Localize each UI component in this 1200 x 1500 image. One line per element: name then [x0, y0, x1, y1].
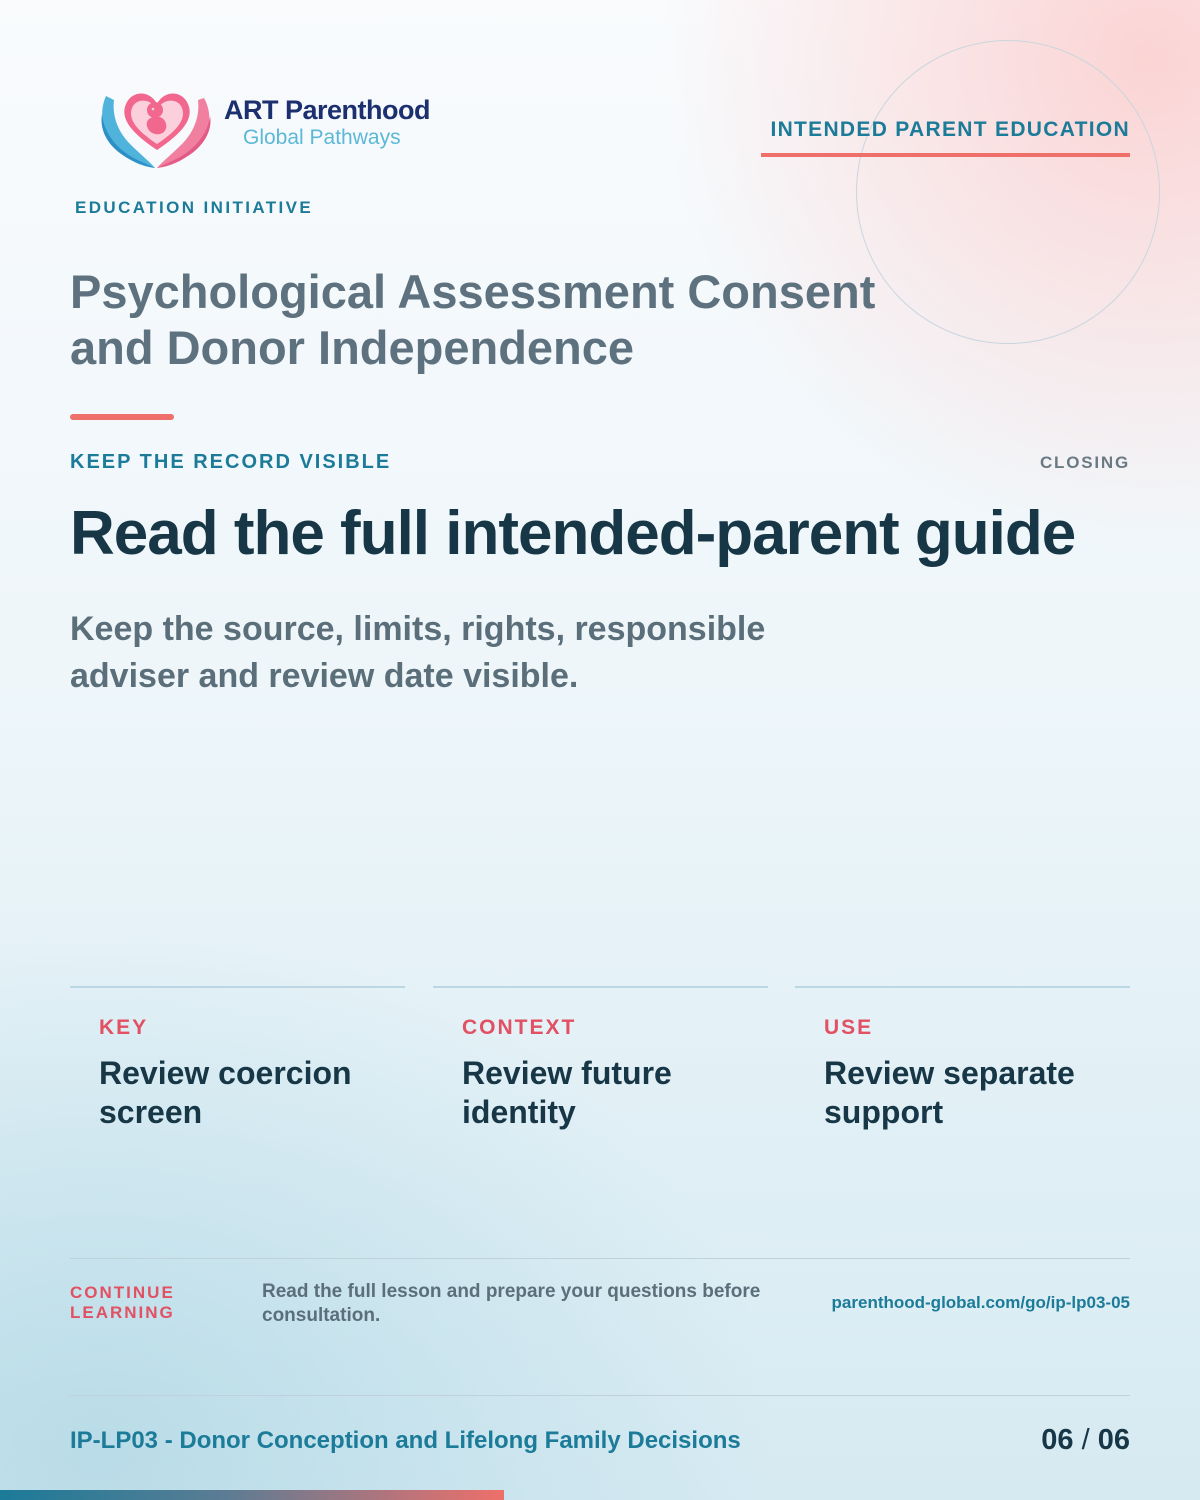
course-title: IP-LP03 - Donor Conception and Lifelong Family Decisions — [70, 1427, 741, 1454]
card-context — [433, 986, 768, 1166]
lesson-link[interactable]: parenthood-global.com/go/ip-lp03-05 — [831, 1293, 1130, 1312]
total-pages: 06 — [1097, 1424, 1130, 1456]
continue-learning-text: Read the full lesson and prepare your questions before consultation. — [262, 1281, 761, 1326]
initiative-label: EDUCATION INITIATIVE — [75, 198, 314, 217]
accent-divider — [70, 414, 174, 420]
card-label: USE — [824, 1016, 874, 1039]
brand-name: ART Parenthood — [224, 95, 430, 125]
brand-subtitle: Global Pathways — [243, 126, 401, 149]
card-use — [795, 986, 1130, 1166]
section-kicker: KEEP THE RECORD VISIBLE — [70, 451, 392, 473]
page-number — [1041, 1424, 1130, 1457]
audience-tag: INTENDED PARENT EDUCATION — [770, 118, 1130, 141]
continue-learning-label: CONTINUE LEARNING — [70, 1283, 175, 1322]
brand-logo — [100, 74, 440, 174]
footer-divider — [70, 1395, 1130, 1396]
page-subheading: Keep the source, limits, rights, responsible adviser and review date visible. — [70, 610, 766, 695]
heart-hands-baby-logo-icon — [100, 74, 215, 174]
card-text: Review coercion screen — [99, 1055, 352, 1130]
section-divider — [70, 1258, 1130, 1259]
current-page: 06 — [1041, 1424, 1074, 1456]
card-key — [70, 986, 405, 1166]
audience-tag-underline — [761, 153, 1130, 157]
lesson-title: Psychological Assessment Consent and Donor Independence — [70, 265, 876, 374]
page-headline: Read the full intended-parent guide — [70, 499, 1076, 568]
page-separator: / — [1081, 1424, 1090, 1456]
bottom-accent-bar — [0, 1490, 504, 1500]
card-label: KEY — [99, 1016, 149, 1039]
section-label: CLOSING — [1039, 453, 1130, 472]
card-text: Review future identity — [462, 1055, 672, 1130]
card-text: Review separate support — [824, 1055, 1075, 1130]
card-label: CONTEXT — [462, 1016, 577, 1039]
